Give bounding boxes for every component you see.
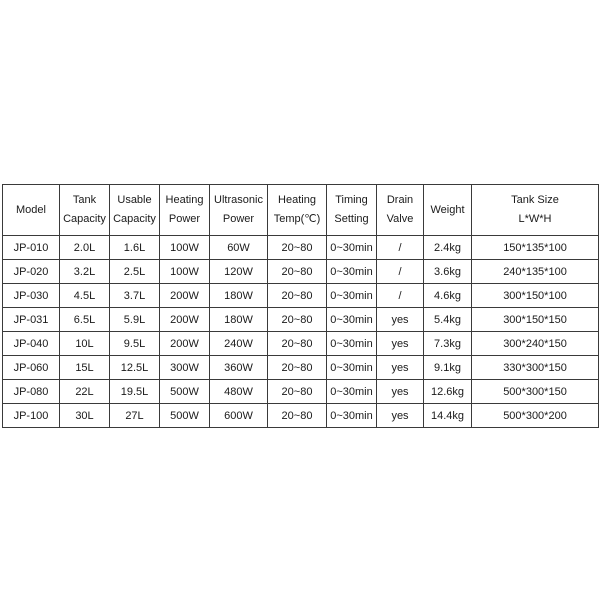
table-row xyxy=(3,284,599,308)
cell-heating-temp: 20~80 xyxy=(268,404,327,428)
cell-heating-temp: 20~80 xyxy=(268,356,327,380)
cell-drain-valve: yes xyxy=(377,380,424,404)
cell-timing-setting: 0~30min xyxy=(327,308,377,332)
table-row xyxy=(3,356,599,380)
cell-drain-valve: yes xyxy=(377,308,424,332)
cell-tank-capacity: 10L xyxy=(60,332,110,356)
cell-heating-power: 200W xyxy=(160,308,210,332)
header-text: Heating xyxy=(278,194,316,206)
header-text: L*W*H xyxy=(518,213,552,225)
cell-ultrasonic-power: 180W xyxy=(210,284,268,308)
table-row xyxy=(3,308,599,332)
cell-weight: 7.3kg xyxy=(424,332,472,356)
spec-table xyxy=(2,184,599,428)
header-text: Ultrasonic xyxy=(214,194,263,206)
cell-weight: 12.6kg xyxy=(424,380,472,404)
cell-model: JP-031 xyxy=(3,308,60,332)
column-header-heating-power xyxy=(160,185,210,236)
cell-usable-capacity: 5.9L xyxy=(110,308,160,332)
cell-model: JP-010 xyxy=(3,236,60,260)
cell-weight: 4.6kg xyxy=(424,284,472,308)
cell-model: JP-020 xyxy=(3,260,60,284)
header-text: Weight xyxy=(430,203,465,216)
header-row xyxy=(3,185,599,236)
cell-model: JP-080 xyxy=(3,380,60,404)
cell-usable-capacity: 19.5L xyxy=(110,380,160,404)
cell-tank-capacity: 15L xyxy=(60,356,110,380)
column-header-model xyxy=(3,185,60,236)
cell-ultrasonic-power: 180W xyxy=(210,308,268,332)
header-text: Tank xyxy=(72,194,97,206)
cell-model: JP-060 xyxy=(3,356,60,380)
cell-drain-valve: yes xyxy=(377,332,424,356)
cell-heating-temp: 20~80 xyxy=(268,332,327,356)
cell-tank-capacity: 2.0L xyxy=(60,236,110,260)
cell-tank-size: 500*300*150 xyxy=(472,380,599,404)
cell-tank-size: 500*300*200 xyxy=(472,404,599,428)
column-header-tank-capacity xyxy=(60,185,110,236)
cell-heating-power: 300W xyxy=(160,356,210,380)
cell-timing-setting: 0~30min xyxy=(327,380,377,404)
column-header-tank-size xyxy=(472,185,599,236)
cell-weight: 3.6kg xyxy=(424,260,472,284)
cell-timing-setting: 0~30min xyxy=(327,404,377,428)
cell-tank-size: 240*135*100 xyxy=(472,260,599,284)
cell-usable-capacity: 1.6L xyxy=(110,236,160,260)
cell-drain-valve: yes xyxy=(377,356,424,380)
cell-model: JP-040 xyxy=(3,332,60,356)
cell-heating-temp: 20~80 xyxy=(268,308,327,332)
cell-ultrasonic-power: 120W xyxy=(210,260,268,284)
cell-heating-temp: 20~80 xyxy=(268,380,327,404)
cell-drain-valve: / xyxy=(377,260,424,284)
cell-usable-capacity: 9.5L xyxy=(110,332,160,356)
cell-weight: 14.4kg xyxy=(424,404,472,428)
table-body xyxy=(3,236,599,428)
cell-tank-size: 150*135*100 xyxy=(472,236,599,260)
header-text: Model xyxy=(16,203,46,216)
cell-ultrasonic-power: 600W xyxy=(210,404,268,428)
column-header-drain-valve xyxy=(377,185,424,236)
cell-tank-capacity: 6.5L xyxy=(60,308,110,332)
column-header-usable-capacity xyxy=(110,185,160,236)
cell-usable-capacity: 12.5L xyxy=(110,356,160,380)
cell-heating-temp: 20~80 xyxy=(268,236,327,260)
cell-usable-capacity: 27L xyxy=(110,404,160,428)
cell-timing-setting: 0~30min xyxy=(327,236,377,260)
cell-ultrasonic-power: 360W xyxy=(210,356,268,380)
cell-ultrasonic-power: 480W xyxy=(210,380,268,404)
header-text: Usable xyxy=(117,194,152,206)
header-text: Power xyxy=(222,213,255,225)
table-row xyxy=(3,332,599,356)
header-text: Valve xyxy=(386,213,414,225)
cell-heating-power: 200W xyxy=(160,332,210,356)
cell-heating-power: 200W xyxy=(160,284,210,308)
cell-tank-capacity: 22L xyxy=(60,380,110,404)
cell-tank-size: 300*240*150 xyxy=(472,332,599,356)
cell-ultrasonic-power: 240W xyxy=(210,332,268,356)
column-header-weight xyxy=(424,185,472,236)
column-header-ultrasonic-power xyxy=(210,185,268,236)
cell-tank-capacity: 3.2L xyxy=(60,260,110,284)
header-text: Heating xyxy=(165,194,204,206)
cell-timing-setting: 0~30min xyxy=(327,260,377,284)
cell-weight: 9.1kg xyxy=(424,356,472,380)
cell-tank-capacity: 30L xyxy=(60,404,110,428)
cell-usable-capacity: 3.7L xyxy=(110,284,160,308)
column-header-timing-setting xyxy=(327,185,377,236)
header-text: Tank Size xyxy=(511,194,559,206)
cell-heating-temp: 20~80 xyxy=(268,260,327,284)
table-row xyxy=(3,236,599,260)
cell-tank-capacity: 4.5L xyxy=(60,284,110,308)
header-text: Power xyxy=(168,213,201,225)
header-text: Capacity xyxy=(113,213,156,225)
cell-drain-valve: / xyxy=(377,236,424,260)
table-row xyxy=(3,380,599,404)
table-row xyxy=(3,404,599,428)
header-text: Capacity xyxy=(63,213,106,225)
cell-timing-setting: 0~30min xyxy=(327,332,377,356)
column-header-heating-temp xyxy=(268,185,327,236)
cell-tank-size: 330*300*150 xyxy=(472,356,599,380)
cell-model: JP-100 xyxy=(3,404,60,428)
cell-heating-temp: 20~80 xyxy=(268,284,327,308)
cell-heating-power: 500W xyxy=(160,404,210,428)
cell-ultrasonic-power: 60W xyxy=(210,236,268,260)
cell-model: JP-030 xyxy=(3,284,60,308)
table-header xyxy=(3,185,599,236)
header-text: Drain xyxy=(386,194,414,206)
cell-timing-setting: 0~30min xyxy=(327,284,377,308)
header-text: Timing xyxy=(335,194,368,206)
cell-weight: 5.4kg xyxy=(424,308,472,332)
table-row xyxy=(3,260,599,284)
header-text: Temp(℃) xyxy=(273,213,321,225)
header-text: Setting xyxy=(334,213,369,225)
cell-drain-valve: yes xyxy=(377,404,424,428)
cell-tank-size: 300*150*150 xyxy=(472,308,599,332)
cell-tank-size: 300*150*100 xyxy=(472,284,599,308)
cell-heating-power: 100W xyxy=(160,236,210,260)
cell-heating-power: 500W xyxy=(160,380,210,404)
cell-heating-power: 100W xyxy=(160,260,210,284)
cell-usable-capacity: 2.5L xyxy=(110,260,160,284)
cell-timing-setting: 0~30min xyxy=(327,356,377,380)
cell-drain-valve: / xyxy=(377,284,424,308)
cell-weight: 2.4kg xyxy=(424,236,472,260)
